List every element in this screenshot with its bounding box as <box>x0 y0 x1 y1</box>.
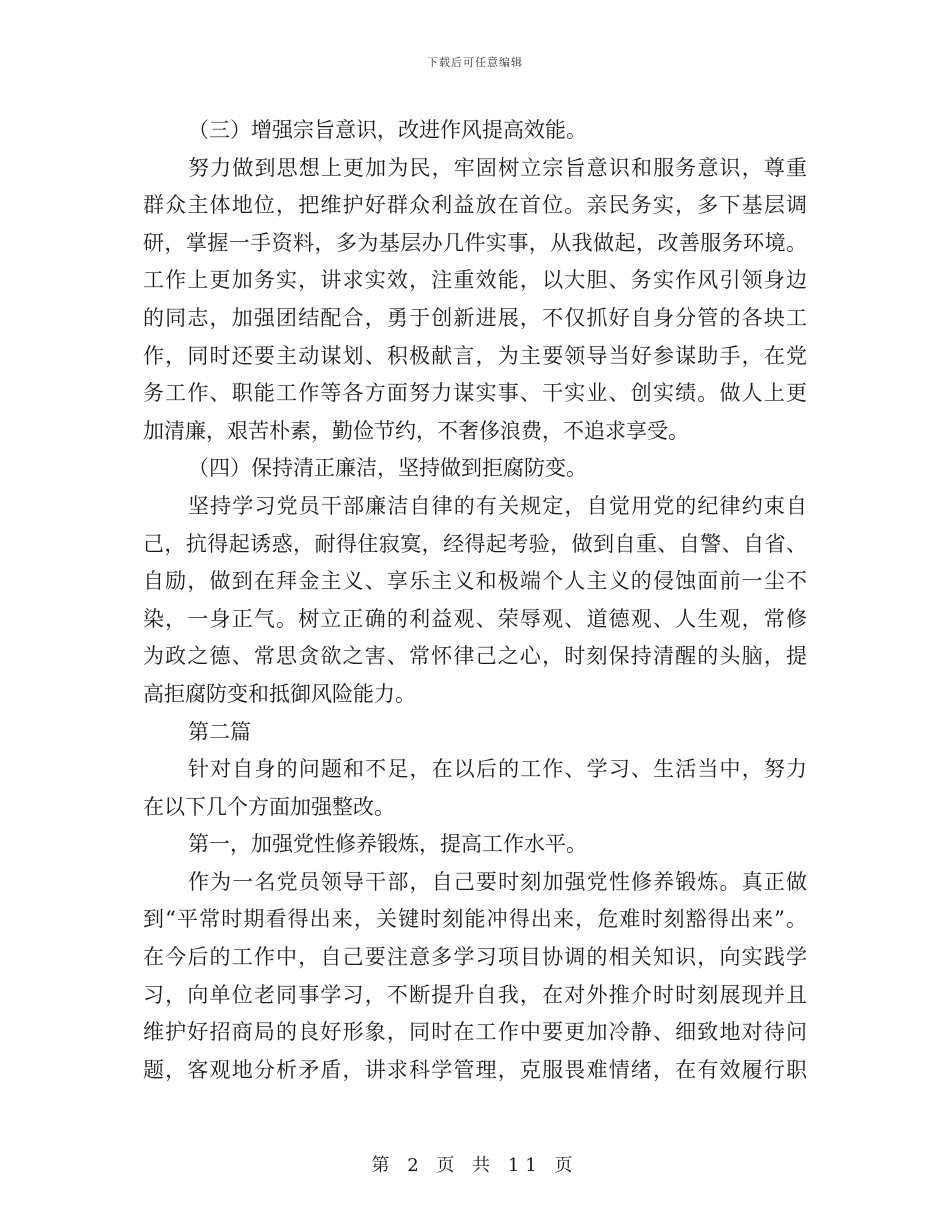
paragraph-line: 维护好招商局的良好形象，同时在工作中要更加冷静、细致地对待问 <box>143 1020 807 1045</box>
paragraph-line: 为政之德、常思贪欲之害、常怀律己之心，时刻保持清醒的头脑，提 <box>143 644 807 669</box>
paragraph-line: 努力做到思想上更加为民，牢固树立宗旨意识和服务意识，尊重 <box>188 155 807 180</box>
paragraph-line: 自励，做到在拜金主义、享乐主义和极端个人主义的侵蚀面前一尘不 <box>143 569 807 594</box>
paragraph-line: 务工作、职能工作等各方面努力谋实事、干实业、创实绩。做人上更 <box>143 381 807 406</box>
section-heading: （三）增强宗旨意识，改进作风提高效能。 <box>188 118 587 142</box>
paragraph-line: 研，掌握一手资料，多为基层办几件实事，从我做起，改善服务环境。 <box>143 230 807 255</box>
page-footer: 第 2 页 共 11 页 <box>371 1155 579 1176</box>
section-heading: 第二篇 <box>188 719 251 744</box>
paragraph-line: 染，一身正气。树立正确的利益观、荣辱观、道德观、人生观，常修 <box>143 606 807 631</box>
paragraph-line: 在以下几个方面加强整改。 <box>143 794 395 819</box>
paragraph-line: 题，客观地分析矛盾，讲求科学管理，克服畏难情绪，在有效履行职 <box>143 1057 807 1082</box>
paragraph-line: 工作上更加务实，讲求实效，注重效能，以大胆、务实作风引领身边 <box>143 268 807 293</box>
paragraph-line: 到“平常时期看得出来，关键时刻能冲得出来，危难时刻豁得出来”。 <box>143 907 807 932</box>
paragraph-line: 坚持学习党员干部廉洁自律的有关规定，自觉用党的纪律约束自 <box>188 493 807 518</box>
paragraph-line: 习，向单位老同事学习，不断提升自我，在对外推介时时刻展现并且 <box>143 982 807 1007</box>
paragraph-line: 作为一名党员领导干部，自己要时刻加强党性修养锻炼。真正做 <box>188 869 807 894</box>
paragraph-line: 群众主体地位，把维护好群众利益放在首位。亲民务实，多下基层调 <box>143 193 807 218</box>
section-heading: （四）保持清正廉洁，坚持做到拒腐防变。 <box>188 456 587 481</box>
paragraph-line: 在今后的工作中，自己要注意多学习项目协调的相关知识，向实践学 <box>143 945 807 970</box>
paragraph-line: 作，同时还要主动谋划、积极献言，为主要领导当好参谋助手，在党 <box>143 343 807 368</box>
paragraph-line: 加清廉，艰苦朴素，勤俭节约，不奢侈浪费，不追求享受。 <box>143 418 689 443</box>
document-body <box>143 112 807 1089</box>
section-heading: 第一，加强党性修养锻炼，提高工作水平。 <box>188 832 587 857</box>
paragraph-line: 己，抗得起诱惑，耐得住寂寞，经得起考验，做到自重、自警、自省、 <box>143 531 807 556</box>
paragraph-line: 针对自身的问题和不足，在以后的工作、学习、生活当中，努力 <box>188 757 807 782</box>
paragraph-line: 高拒腐防变和抵御风险能力。 <box>143 681 416 706</box>
paragraph-line: 的同志，加强团结配合，勇于创新进展，不仅抓好自身分管的各块工 <box>143 305 807 330</box>
page-header: 下载后可任意编辑 <box>427 56 523 69</box>
